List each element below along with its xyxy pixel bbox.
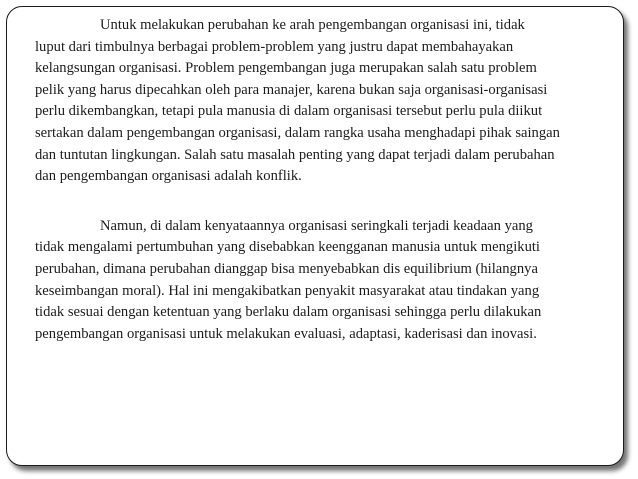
paragraph-1-line: sertakan dalam pengembangan organisasi, dalam rangka usaha menghadapi pihak saingan: [35, 124, 560, 141]
paragraph-2-line: tidak mengalami pertumbuhan yang disebabkan keengganan manusia untuk mengikuti: [35, 239, 540, 256]
body-text: [35, 15, 610, 345]
paragraph-2-line: keseimbangan moral). Hal ini mengakibatkan penyakit masyarakat atau tindakan yang: [35, 282, 540, 299]
paragraph-1-line: dan pengembangan organisasi adalah konflik.: [35, 168, 302, 185]
paragraph-1-line: Untuk melakukan perubahan ke arah pengembangan organisasi ini, tidak: [100, 17, 525, 33]
paragraph-1-line: perlu dikembangkan, tetapi pula manusia di dalam organisasi tersebut perlu pula diikut: [35, 103, 543, 120]
paragraph-2-line: perubahan, dimana perubahan dianggap bisa menyebabkan dis equilibrium (hilangnya: [35, 260, 538, 277]
paragraph-1-line: kelangsungan organisasi. Problem pengembangan juga merupakan salah satu problem: [35, 60, 537, 77]
paragraph-2: [35, 216, 610, 346]
paragraph-1: [35, 15, 610, 188]
paragraph-spacer: [35, 188, 610, 216]
paragraph-2-line: Namun, di dalam kenyataannya organisasi seringkali terjadi keadaan yang: [100, 217, 533, 234]
paragraph-2-line: pengembangan organisasi untuk melakukan evaluasi, adaptasi, kaderisasi dan inovasi.: [35, 325, 537, 342]
paragraph-1-line: pelik yang harus dipecahkan oleh para manajer, karena bukan saja organisasi-organisasi: [35, 81, 548, 98]
paragraph-2-line: tidak sesuai dengan ketentuan yang berlaku dalam organisasi sehingga perlu dilakukan: [35, 304, 542, 321]
paragraph-1-line: dan tuntutan lingkungan. Salah satu masalah penting yang dapat terjadi dalam perubahan: [35, 146, 555, 163]
paragraph-1-line: luput dari timbulnya berbagai problem-problem yang justru dapat membahayakan: [35, 38, 514, 55]
